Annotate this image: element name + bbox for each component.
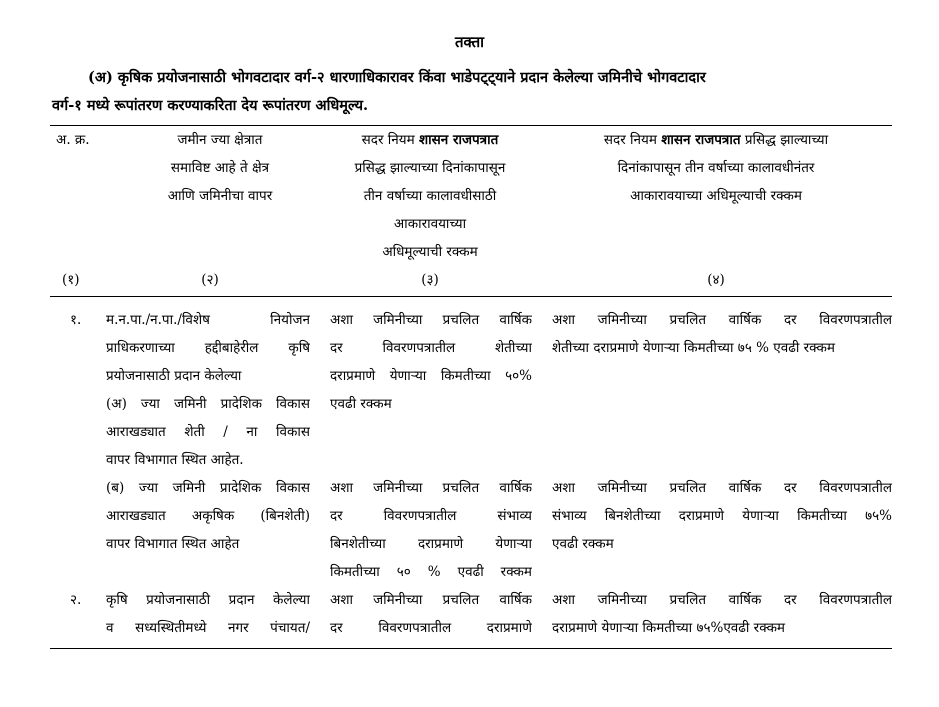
row-2-premium-first [330,586,532,642]
row-1b-c4-line: एवढी रक्कम [552,536,614,552]
row-2-premium-after [552,586,892,642]
col-header-area-line: समाविष्ट आहे ते क्षेत्र [170,160,270,176]
row-1b-c3-line: किमतीच्या ५० % एवढी रक्कम [330,564,532,580]
col-header-4-line: आकारावयाच्या अधिमूल्याची रक्कम [630,188,802,204]
col-number-3: (३) [421,272,439,288]
row-1b-c3-line: अशा जमिनीच्या प्रचलित वार्षिक [330,480,532,496]
col-header-3-bold: शासन राजपत्रात [418,132,499,148]
col-header-4-line [540,126,892,154]
col-header-4-pre: सदर नियम [603,132,662,148]
row-2-c3-line: दर विवरणपत्रातील दराप्रमाणे [330,620,532,636]
row-1-premium-first [330,306,532,418]
row-1-area-line: म.न.पा./न.पा./विशेष नियोजन [106,312,310,328]
col-header-first-three-years [320,126,540,266]
row-1-area-line: प्रयोजनासाठी प्रदान केलेल्या [106,368,242,384]
row-1-c3-line: दराप्रमाणे येणाऱ्या किमतीच्या ५०% [330,368,532,384]
row-1-c3-line: दर विवरणपत्रातील शेतीच्या [330,340,532,356]
row-1-area-line: आराखड्यात शेती / ना विकास [106,424,310,440]
row-2-c3-line: अशा जमिनीच्या प्रचलित वार्षिक [330,592,532,608]
row-1b-area-line: आराखड्यात अकृषिक (बिनशेती) [106,508,310,524]
col-header-3-line: आकारावयाच्या [393,216,467,232]
row-1-area-line: प्राधिकरणाच्या हद्दीबाहेरील कृषि [106,340,310,356]
table-heading: तक्ता [454,33,485,51]
col-number-1: (१) [62,272,80,288]
row-2-c4-line: अशा जमिनीच्या प्रचलित वार्षिक दर विवरणपत्रातील [552,592,892,608]
row-1-c4-line: शेतीच्या दराप्रमाणे येणाऱ्या किमतीच्या ७५ % एवढी रक्कम [552,340,835,356]
row-1-area-line: वापर विभागात स्थित आहेत. [106,452,244,468]
col-number-4: (४) [707,272,725,288]
row-1b-c3-line: दर विवरणपत्रातील संभाव्य [330,508,532,524]
row-2-area-line: व सध्यस्थितीमध्ये नगर पंचायत/ [106,620,310,636]
row-1b-area [106,474,310,558]
row-1-c4-line: अशा जमिनीच्या प्रचलित वार्षिक दर विवरणपत्रातील [552,312,892,328]
intro-line-2: वर्ग-१ मध्ये रूपांतरण करण्याकरिता देय रूपांतरण अधिमूल्य. [52,97,369,114]
row-1b-premium-first [330,474,532,586]
col-header-area [120,126,320,210]
row-1b-c4-line: अशा जमिनीच्या प्रचलित वार्षिक दर विवरणपत्रातील [552,480,892,496]
row-2-c4-line: दराप्रमाणे येणाऱ्या किमतीच्या ७५%एवढी रक्कम [552,620,786,636]
col-header-3-line: अधिमूल्याची रक्कम [382,244,478,260]
table-bottom-rule [50,648,892,649]
row-1b-c4-line: संभाव्य बिनशेतीच्या दराप्रमाणे येणाऱ्या किमतीच्या ७५% [552,508,892,524]
col-header-3-line [320,126,540,154]
col-number-2: (२) [201,272,219,288]
col-header-serial [56,126,116,154]
row-1b-area-line: (ब) ज्या जमिनी प्रादेशिक विकास [106,480,310,496]
col-header-4-line: दिनांकापासून तीन वर्षाच्या कालावधीनंतर [617,160,815,176]
row-1-area-line: (अ) ज्या जमिनी प्रादेशिक विकास [106,396,310,412]
row-2-number: २. [70,592,82,608]
col-header-4-bold: शासन राजपत्रात [661,132,741,148]
row-1-c3-line: एवढी रक्कम [330,396,392,412]
col-header-3-pre: सदर नियम [361,132,419,148]
header-bottom-rule [50,296,892,297]
row-1b-area-line: वापर विभागात स्थित आहेत [106,536,240,552]
col-header-serial-text: अ. क्र. [56,132,90,148]
col-header-4-post: प्रसिद्ध झाल्याच्या [740,132,829,148]
row-1-c3-line: अशा जमिनीच्या प्रचलित वार्षिक [330,312,532,328]
col-header-after-three-years [540,126,892,210]
col-header-area-line: आणि जमिनीचा वापर [167,188,273,204]
row-1-premium-after [552,306,892,362]
row-1-area [106,306,310,474]
row-2-area-line: कृषि प्रयोजनासाठी प्रदान केलेल्या [106,592,310,608]
row-1b-premium-after [552,474,892,558]
intro-line-1: (अ) कृषिक प्रयोजनासाठी भोगवटादार वर्ग-२ धारणाधिकारावर किंवा भाडेपट्ट्याने प्रदान केलेल्या जमिनीचे भोगवटादार [88,69,706,86]
row-2-area [106,586,310,642]
col-header-3-line: तीन वर्षाच्या कालावधीसाठी [363,188,497,204]
intro-paragraph [52,64,894,120]
col-header-area-line: जमीन ज्या क्षेत्रात [177,132,263,148]
row-1b-c3-line: बिनशेतीच्या दराप्रमाणे येणाऱ्या [330,536,532,552]
col-header-3-line: प्रसिद्ध झाल्याच्या दिनांकापासून [354,160,506,176]
row-1-number: १. [70,312,82,328]
